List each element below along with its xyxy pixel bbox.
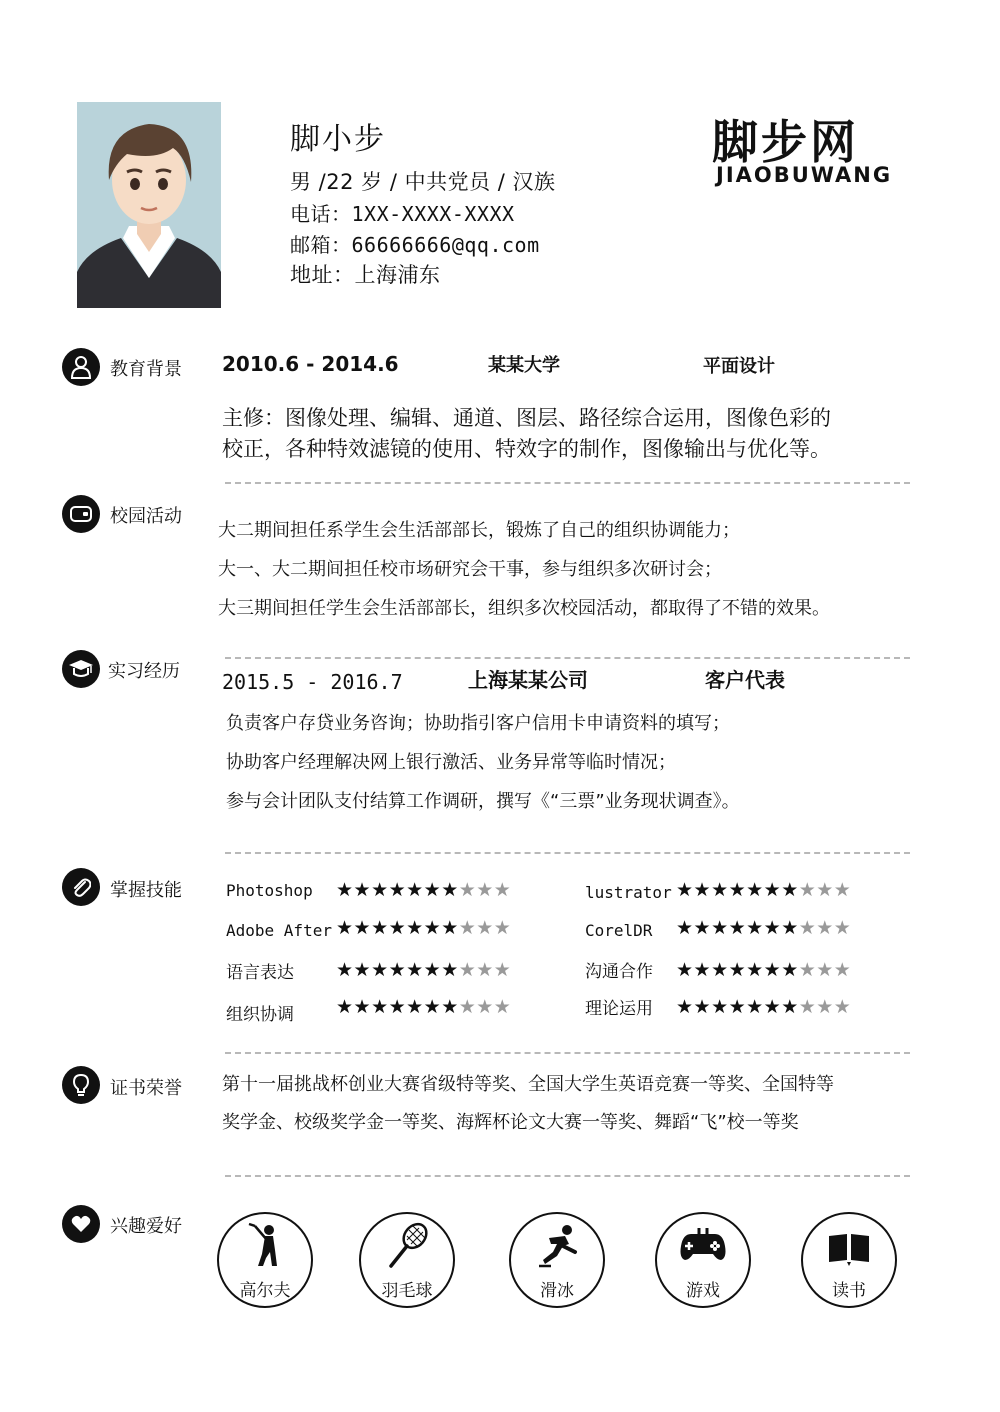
internship-item: 协助客户经理解决网上银行激活、业务异常等临时情况； (226, 752, 676, 773)
skill-rating: ★★★★★★★★★★ (336, 879, 512, 901)
skill-rating: ★★★★★★★★★★ (676, 959, 852, 981)
section-title-internship: 实习经历 (108, 661, 180, 682)
candidate-name: 脚小步 (290, 122, 386, 157)
skill-rating: ★★★★★★★★★★ (676, 996, 852, 1018)
internship-item: 负责客户存贷业务咨询；协助指引客户信用卡申请资料的填写； (226, 713, 730, 734)
hobby-golf (217, 1212, 313, 1308)
address-text: 地址：上海浦东 (290, 263, 441, 287)
golf-icon (243, 1222, 287, 1270)
skill-name: lustrator (585, 883, 672, 902)
divider (225, 1175, 910, 1177)
graduation-cap-icon (62, 650, 100, 688)
hobby-label: 羽毛球 (381, 1281, 433, 1301)
skill-name: Adobe After (226, 921, 332, 940)
education-desc-line1: 主修：图像处理、编辑、通道、图层、路径综合运用，图像色彩的 (222, 406, 831, 430)
education-desc-line2: 校正，各种特效滤镜的使用、特效字的制作，图像输出与优化等。 (222, 437, 831, 461)
hobby-label: 游戏 (686, 1281, 720, 1301)
skill-rating: ★★★★★★★★★★ (336, 959, 512, 981)
section-title-awards: 证书荣誉 (110, 1078, 182, 1099)
paperclip-icon (62, 868, 100, 906)
section-title-campus: 校园活动 (110, 506, 182, 527)
basic-info: 男 /22 岁 / 中共党员 / 汉族 (290, 170, 556, 194)
divider (225, 852, 910, 854)
skill-name: 理论运用 (585, 999, 653, 1019)
skill-name: Photoshop (226, 881, 313, 900)
skill-rating: ★★★★★★★★★★ (676, 917, 852, 939)
internship-role: 客户代表 (705, 668, 785, 692)
profile-photo (77, 102, 221, 308)
divider (225, 1052, 910, 1054)
heart-icon (62, 1205, 100, 1243)
awards-line1: 第十一届挑战杯创业大赛省级特等奖、全国大学生英语竞赛一等奖、全国特等 (222, 1074, 834, 1095)
gamepad-icon (677, 1222, 729, 1270)
education-major: 平面设计 (703, 356, 775, 377)
wallet-icon (62, 495, 100, 533)
skating-icon (535, 1222, 579, 1270)
section-title-skills: 掌握技能 (110, 880, 182, 901)
hobby-badminton (359, 1212, 455, 1308)
campus-item: 大三期间担任学生会生活部部长，组织多次校园活动，都取得了不错的效果。 (218, 598, 830, 619)
internship-period: 2015.5 - 2016.7 (222, 670, 403, 694)
skill-rating: ★★★★★★★★★★ (336, 917, 512, 939)
brand-subtitle: JIAOBUWANG (716, 163, 893, 187)
phone-text: 电话：1XX-XXXX-XXXX (290, 202, 515, 226)
hobby-gaming (655, 1212, 751, 1308)
badminton-icon (385, 1222, 429, 1270)
education-school: 某某大学 (488, 355, 560, 376)
section-title-hobbies: 兴趣爱好 (110, 1216, 182, 1237)
hobby-label: 高尔夫 (239, 1281, 291, 1301)
email-text: 邮箱：66666666@qq.com (290, 233, 540, 257)
internship-company: 上海某某公司 (468, 668, 588, 692)
divider (225, 657, 910, 659)
skill-name: 语言表达 (226, 963, 294, 983)
section-title-education: 教育背景 (110, 359, 182, 380)
hobby-label: 读书 (832, 1281, 866, 1301)
internship-item: 参与会计团队支付结算工作调研，撰写《“三票”业务现状调查》。 (226, 791, 740, 812)
hobby-label: 滑冰 (540, 1281, 574, 1301)
education-period: 2010.6 - 2014.6 (222, 352, 399, 376)
campus-item: 大二期间担任系学生会生活部部长，锻炼了自己的组织协调能力； (218, 520, 740, 541)
skill-name: 沟通合作 (585, 962, 653, 982)
avatar (77, 102, 221, 308)
awards-line2: 奖学金、校级奖学金一等奖、海辉杯论文大赛一等奖、舞蹈“飞”校一等奖 (222, 1112, 799, 1133)
skill-rating: ★★★★★★★★★★ (336, 996, 512, 1018)
lightbulb-icon (62, 1066, 100, 1104)
hobby-skating (509, 1212, 605, 1308)
brand-logo: 脚步网 (712, 115, 859, 169)
hobby-reading (801, 1212, 897, 1308)
person-icon (62, 348, 100, 386)
skill-name: 组织协调 (226, 1005, 294, 1025)
book-icon (825, 1222, 873, 1270)
divider (225, 482, 910, 484)
skill-name: CorelDR (585, 921, 653, 940)
skill-rating: ★★★★★★★★★★ (676, 879, 852, 901)
campus-item: 大一、大二期间担任校市场研究会干事，参与组织多次研讨会； (218, 559, 722, 580)
